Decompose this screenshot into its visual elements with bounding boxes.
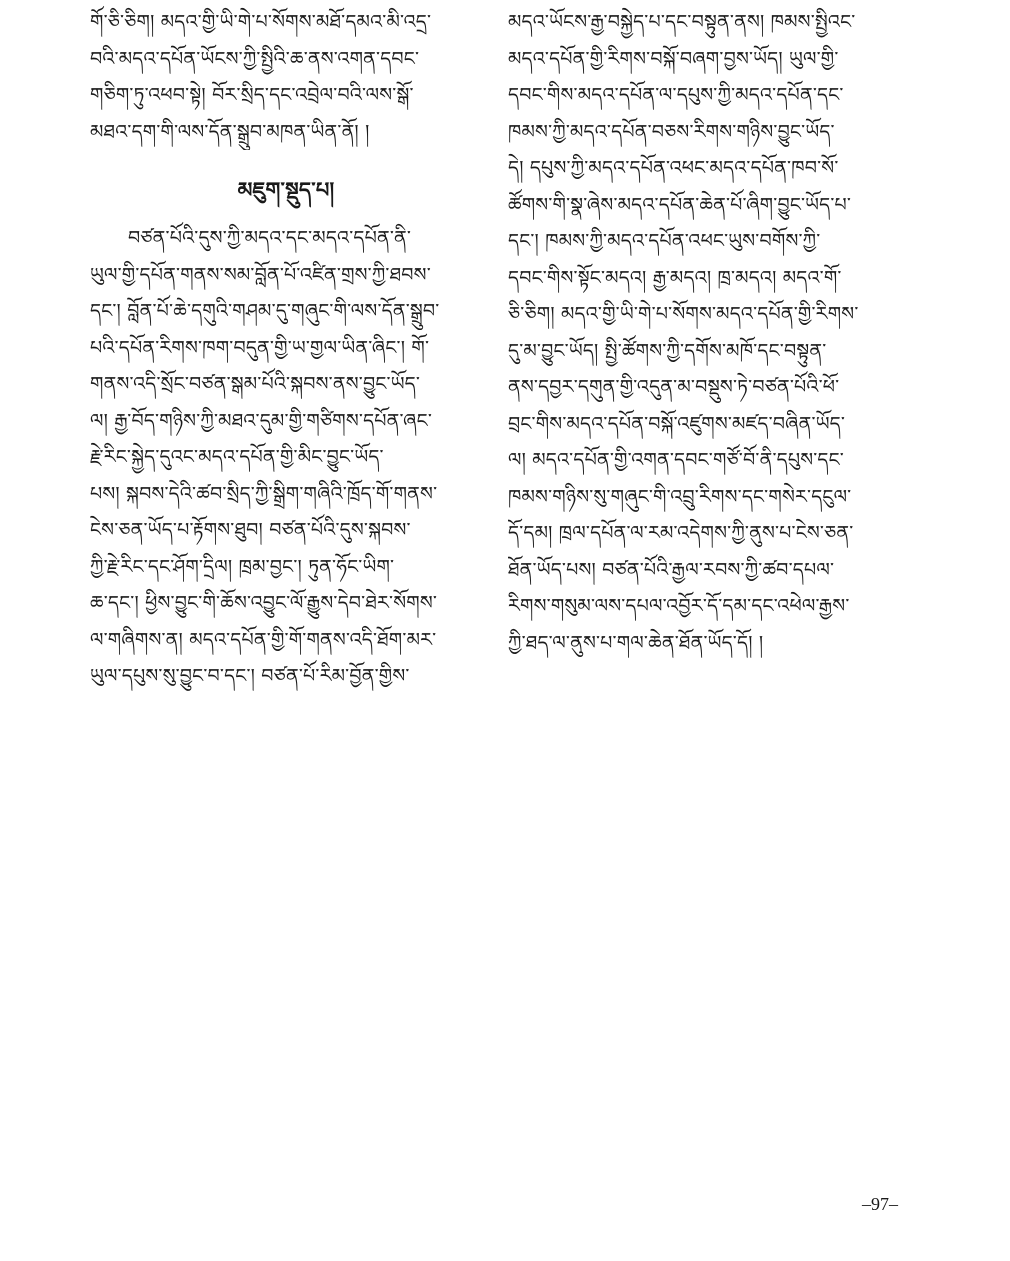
body-line: ལ། མདའ་དཔོན་གྱི་འགན་དབང་གཙོ་བོ་ནི་དཔུས་དང་: [508, 449, 844, 471]
body-line: དབང་གིས་སྟོང་མདའ། རྒྱ་མདའ། ཁྲ་མདའ། མདའ་གོ་: [508, 266, 842, 289]
body-line: ཅི་ཅིག། མདའ་གྱི་ཡི་གེ་པ་སོགས་མདའ་དཔོན་གྱི་རིགས་: [508, 303, 859, 325]
page-number: –97–: [862, 1194, 898, 1214]
body-line: དང་། བློན་པོ་ཆེ་དགུའི་གཤམ་དུ་གཞུང་གི་ལས་དོན་སྒྲུབ་: [90, 300, 440, 322]
body-line: ཚོགས་གི་སྣ་ཞེས་མདའ་དཔོན་ཆེན་པོ་ཞིག་བྱུང་ཡོད་པ་: [508, 193, 852, 216]
right-column: [508, 4, 900, 661]
body-line: གནས་འདི་སྲོང་བཙན་སྒམ་པོའི་སྐབས་ནས་བྱུང་ཡོད་: [90, 373, 421, 395]
body-line: པས། སྐབས་དེའི་ཚབ་སྲིད་ཀྱི་སྒྲིག་གཞིའི་ཁྲོད་གོ་གནས་: [90, 482, 438, 505]
body-line: ཁམས་ཀྱི་མདའ་དཔོན་བཅས་རིགས་གཉིས་བྱུང་ཡོད་: [508, 120, 835, 143]
intro-line: གོ་ཅི་ཅིག། མདའ་གྱི་ཡི་གེ་པ་སོགས་མཐོ་དམའ་མི་འདྲ་: [90, 11, 432, 33]
body-line: ཐོན་ཡོད་པས། བཙན་པོའི་རྒྱལ་རབས་ཀྱི་ཚབ་དཔལ་: [508, 558, 835, 581]
intro-line: བའི་མདའ་དཔོན་ཡོངས་ཀྱི་སྤྱིའི་ཆ་ནས་འགན་དབང་: [90, 47, 420, 70]
body-line: ཡུལ་གྱི་དཔོན་གནས་སམ་བློན་པོ་འཛིན་གྲས་ཀྱི་ཐབས་: [90, 263, 431, 286]
body-line: པའི་དཔོན་རིགས་ཁག་བདུན་གྱི་ཡ་གྱལ་ཡིན་ཞིང་། གོ་: [90, 336, 430, 359]
body-line: བཙན་པོའི་དུས་ཀྱི་མདའ་དང་མདའ་དཔོན་ནི་: [128, 227, 412, 249]
body-line: ཡུལ་དཔུས་སུ་བྱུང་བ་དང་། བཙན་པོ་རིམ་བྱོན་གྱིས་: [90, 665, 410, 687]
body-line: ཁམས་གཉིས་སུ་གཞུང་གི་འབྲུ་རིགས་དང་གསེར་དངུལ་: [508, 485, 852, 508]
body-line: མདའ་དཔོན་གྱི་རིགས་བསྐོ་བཞག་བྱས་ཡོད། ཡུལ་གྱི་: [508, 47, 839, 70]
body-line: དོ་དམ། ཁྲལ་དཔོན་ལ་རམ་འདེགས་ཀྱི་ནུས་པ་ངེས་ཅན་: [508, 522, 854, 544]
body-line: ངེས་ཅན་ཡོད་པ་རྟོགས་ཐུབ། བཙན་པོའི་དུས་སྐབས་: [90, 519, 411, 541]
body-line: ལ་གཞིགས་ན། མདའ་དཔོན་གྱི་གོ་གནས་འདི་ཐོག་མར་: [90, 628, 437, 651]
body-line: མདའ་ཡོངས་རྒྱ་བསྐྱེད་པ་དང་བསྟུན་ནས། ཁམས་སྤྱིའང་: [508, 11, 856, 33]
body-line: ནས་དབྱར་དགུན་གྱི་འདུན་མ་བསྡུས་ཏེ་བཙན་པོའི་ཕོ་: [508, 376, 840, 398]
body-line: ལ། རྒྱ་བོད་གཉིས་ཀྱི་མཐའ་དུམ་གྱི་གཙིགས་དཔོན་ཞང་: [90, 409, 433, 432]
body-line: དབང་གིས་མདའ་དཔོན་ལ་དཔུས་ཀྱི་མདའ་དཔོན་དང་: [508, 84, 844, 106]
intro-line: གཅིག་ཏུ་འཕབ་སྟེ། བོར་སྲིད་དང་འབྲེལ་བའི་ལས་སྒོ་: [90, 84, 414, 106]
left-column: [90, 4, 482, 695]
body-line: རྗེ་རིང་སྐྱེད་དུའང་མདའ་དཔོན་གྱི་མིང་བྱུང་ཡོད་: [90, 446, 384, 468]
body-line: རིགས་གསུམ་ལས་དཔལ་འབྱོར་དོ་དམ་དང་འཕེལ་རྒྱས་: [508, 595, 850, 617]
body-line: ཀྱི་ཐད་ལ་ནུས་པ་གལ་ཆེན་ཐོན་ཡོད་དོ། །: [508, 631, 764, 654]
body-line: དང་། ཁམས་ཀྱི་མདའ་དཔོན་འཕང་ཡུས་བགོས་ཀྱི་: [508, 230, 821, 252]
body-line: ཀྱི་རྗེ་རིང་དང་ཤོག་དྲིལ། ཁྲམ་བྱང་། ཏུན་ཧོང་ཡིག་: [90, 555, 395, 578]
body-line: དེ། དཔུས་ཀྱི་མདའ་དཔོན་འཕང་མདའ་དཔོན་ཁབ་སོ་: [508, 157, 839, 179]
body-line: བྲང་གིས་མདའ་དཔོན་བསྐོ་འཛུགས་མཛད་བཞིན་ཡོད་: [508, 412, 846, 435]
body-line: དུ་མ་བྱུང་ཡོད། སྤྱི་ཚོགས་ཀྱི་དགོས་མཁོ་དང་བསྟུན་: [508, 339, 827, 362]
section-heading: མཇུག་སྡུད་པ།: [237, 177, 335, 202]
body-line: ཆ་དང་། ཕྱིས་བྱུང་གི་ཆོས་འབྱུང་ལོ་རྒྱུས་དེབ་ཐེར་སོགས་: [90, 592, 438, 614]
intro-line: མཐའ་དག་གི་ལས་དོན་སྒྲུབ་མཁན་ཡིན་ནོ། །: [90, 120, 370, 143]
